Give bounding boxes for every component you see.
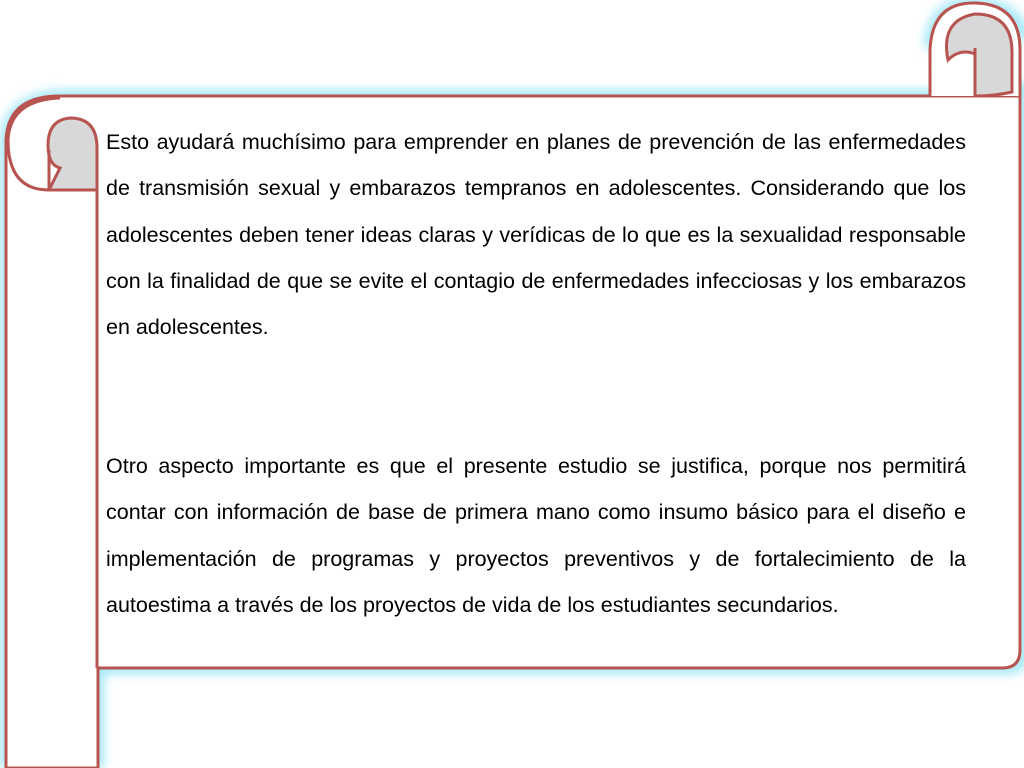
body-paragraph-2: Otro aspecto importante es que el presente estudio se justifica, porque nos permitirá contar con información de base de primera mano como insumo básico para el diseño e implementación de programas y proyectos preventivos y de fortalecimiento de la autoestima a través de los proyectos de vida de los estudiantes secundarios.: [106, 454, 966, 617]
body-paragraph-1: Esto ayudará muchísimo para emprender en planes de prevención de las enfermedades de transmisión sexual y embarazos tempranos en adolescentes. Considerando que los adolescentes deben tener ideas claras y verídicas de lo que es la sexualidad responsable con la finalidad de que se evite el contagio de enfermedades infecciosas y los embarazos en adolescentes.: [106, 130, 966, 340]
top-right-curl: [930, 3, 1020, 96]
